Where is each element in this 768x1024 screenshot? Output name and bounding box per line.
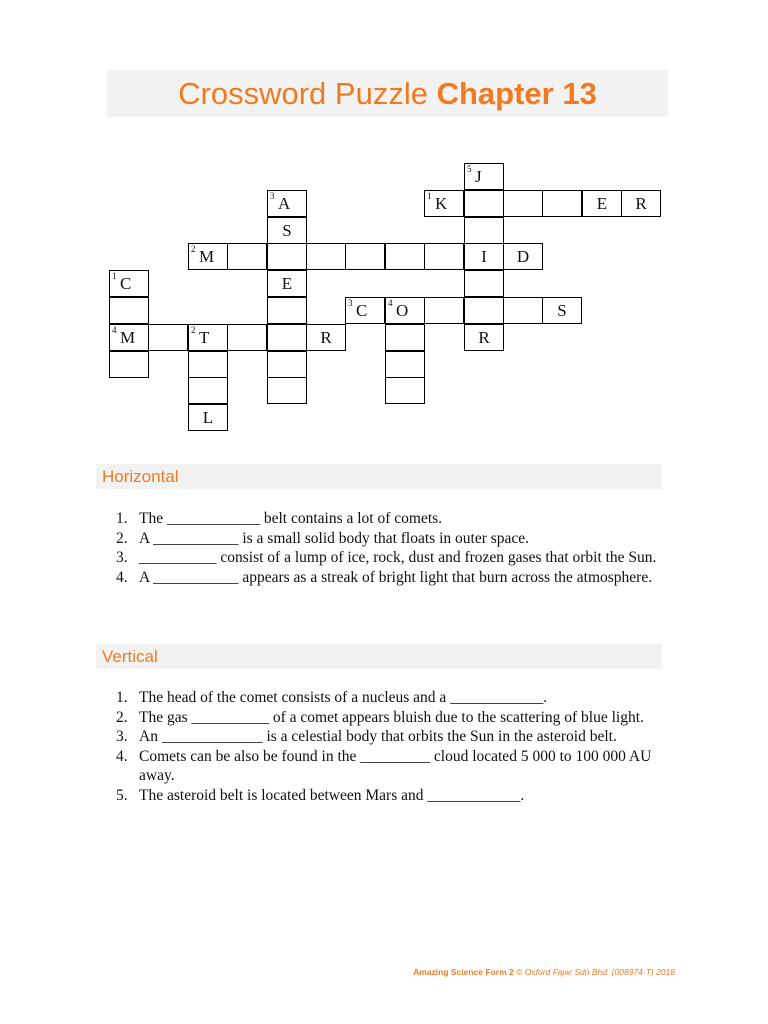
cell-letter: K — [435, 194, 448, 213]
clue-text: The gas __________ of a comet appears bluish due to the scattering of blue light. — [139, 708, 644, 726]
grid-cell[interactable] — [424, 297, 464, 324]
grid-cell[interactable] — [582, 190, 622, 217]
grid-cell[interactable] — [542, 190, 582, 217]
cell-letter: M — [120, 328, 136, 347]
clue-index: 1. — [116, 510, 128, 527]
clue-item — [110, 529, 670, 549]
clue-index: 4. — [116, 747, 128, 765]
clue-number: 1 — [112, 271, 117, 281]
cell-letter: R — [635, 194, 647, 213]
grid-cell[interactable] — [267, 270, 307, 297]
clue-number: 2 — [191, 325, 196, 335]
clue-item — [110, 548, 670, 568]
clue-item — [110, 688, 670, 708]
clue-item — [110, 747, 670, 786]
grid-cell[interactable] — [464, 324, 504, 351]
clue-number: 1 — [427, 191, 432, 201]
cell-letter: J — [475, 167, 482, 186]
grid-cell[interactable] — [227, 243, 267, 270]
cell-letter: S — [282, 221, 292, 240]
grid-cell[interactable] — [227, 324, 267, 351]
grid-cell[interactable] — [267, 351, 307, 378]
grid-cell[interactable] — [385, 351, 425, 378]
grid-cell[interactable] — [385, 297, 425, 324]
cell-letter: A — [278, 194, 291, 213]
clue-number: 3 — [270, 191, 275, 201]
grid-cell[interactable] — [424, 243, 464, 270]
clue-text: A ___________ is a small solid body that floats in outer space. — [139, 529, 530, 547]
clue-index: 2. — [116, 529, 128, 547]
cell-letter: L — [202, 408, 214, 427]
grid-cell[interactable] — [464, 297, 504, 324]
clue-index: 5. — [116, 786, 128, 804]
clue-number: 4 — [112, 325, 117, 335]
grid-cell[interactable] — [267, 377, 307, 404]
clue-number: 4 — [388, 298, 393, 308]
vertical-heading: Vertical — [96, 644, 662, 669]
horizontal-clue-list — [110, 509, 670, 587]
footer-copyright-symbol: © — [516, 967, 523, 977]
grid-cell[interactable] — [109, 324, 149, 351]
cell-letter: C — [356, 301, 368, 320]
clue-number: 5 — [467, 164, 472, 174]
cell-letter: M — [199, 247, 215, 266]
clue-index: 3. — [116, 549, 128, 566]
clue-item — [110, 727, 670, 747]
page-footer — [413, 967, 675, 977]
grid-cell[interactable] — [345, 243, 385, 270]
grid-cell[interactable] — [464, 217, 504, 244]
vertical-clue-list — [110, 688, 670, 805]
grid-cell[interactable] — [306, 324, 346, 351]
clue-text: A ___________ appears as a streak of bright light that burn across the atmosphere. — [139, 568, 653, 586]
clue-index: 4. — [116, 568, 128, 586]
grid-cell[interactable] — [621, 190, 661, 217]
page-title — [107, 70, 668, 117]
clue-text: An _____________ is a celestial body that orbits the Sun in the asteroid belt. — [139, 728, 617, 745]
grid-cell[interactable] — [385, 324, 425, 351]
clue-index: 2. — [116, 708, 128, 726]
grid-cell[interactable] — [464, 163, 504, 190]
clue-text: __________ consist of a lump of ice, rock, dust and frozen gases that orbit the Sun. — [139, 549, 657, 566]
cell-letter: I — [481, 247, 487, 266]
clue-text: The ____________ belt contains a lot of comets. — [139, 510, 443, 527]
clue-item — [110, 708, 670, 728]
clue-index: 1. — [116, 689, 128, 706]
cell-letter: D — [516, 247, 530, 266]
grid-cell[interactable] — [542, 297, 582, 324]
grid-cell[interactable] — [267, 324, 307, 351]
cell-letter: T — [199, 328, 210, 347]
grid-cell[interactable] — [188, 324, 228, 351]
grid-cell[interactable] — [148, 324, 188, 351]
clue-item — [110, 509, 670, 529]
grid-cell[interactable] — [109, 351, 149, 378]
cell-letter: O — [396, 301, 409, 320]
grid-cell[interactable] — [345, 297, 385, 324]
grid-cell[interactable] — [385, 243, 425, 270]
cell-letter: E — [596, 194, 608, 213]
grid-cell[interactable] — [109, 297, 149, 324]
grid-cell[interactable] — [109, 270, 149, 297]
cell-letter: C — [120, 274, 132, 293]
grid-cell[interactable] — [424, 190, 464, 217]
cell-letter: S — [557, 301, 567, 320]
title-regular: Crossword Puzzle — [178, 76, 428, 111]
grid-cell[interactable] — [503, 297, 543, 324]
grid-cell[interactable] — [464, 243, 504, 270]
grid-cell[interactable] — [503, 190, 543, 217]
clue-item — [110, 786, 670, 806]
grid-cell[interactable] — [267, 243, 307, 270]
grid-cell[interactable] — [188, 243, 228, 270]
grid-cell[interactable] — [464, 190, 504, 217]
clue-number: 2 — [191, 244, 196, 254]
cell-letter: E — [281, 274, 293, 293]
clue-index: 3. — [116, 728, 128, 745]
grid-cell[interactable] — [385, 377, 425, 404]
grid-cell[interactable] — [306, 243, 346, 270]
horizontal-heading: Horizontal — [96, 464, 662, 489]
grid-cell[interactable] — [188, 377, 228, 404]
clue-number: 3 — [348, 298, 353, 308]
grid-cell[interactable] — [267, 297, 307, 324]
grid-cell[interactable] — [267, 190, 307, 217]
grid-cell[interactable] — [503, 243, 543, 270]
footer-book: Amazing Science Form 2 — [413, 967, 514, 977]
grid-cell[interactable] — [267, 217, 307, 244]
footer-publisher: Oxford Fajar Sdn Bhd. (008974-T) 2018 — [524, 967, 675, 977]
clue-text: The head of the comet consists of a nucleus and a ____________. — [139, 689, 548, 706]
clue-item — [110, 568, 670, 588]
cell-letter: R — [320, 328, 332, 347]
grid-cell[interactable] — [188, 404, 228, 431]
cell-letter: R — [478, 328, 490, 347]
grid-cell[interactable] — [188, 351, 228, 378]
grid-cell[interactable] — [464, 270, 504, 297]
clue-text: Comets can be also be found in the _________ cloud located 5 000 to 100 000 AU away. — [139, 747, 652, 784]
clue-text: The asteroid belt is located between Mars and ____________. — [139, 786, 525, 804]
title-chapter: Chapter 13 — [436, 76, 597, 111]
